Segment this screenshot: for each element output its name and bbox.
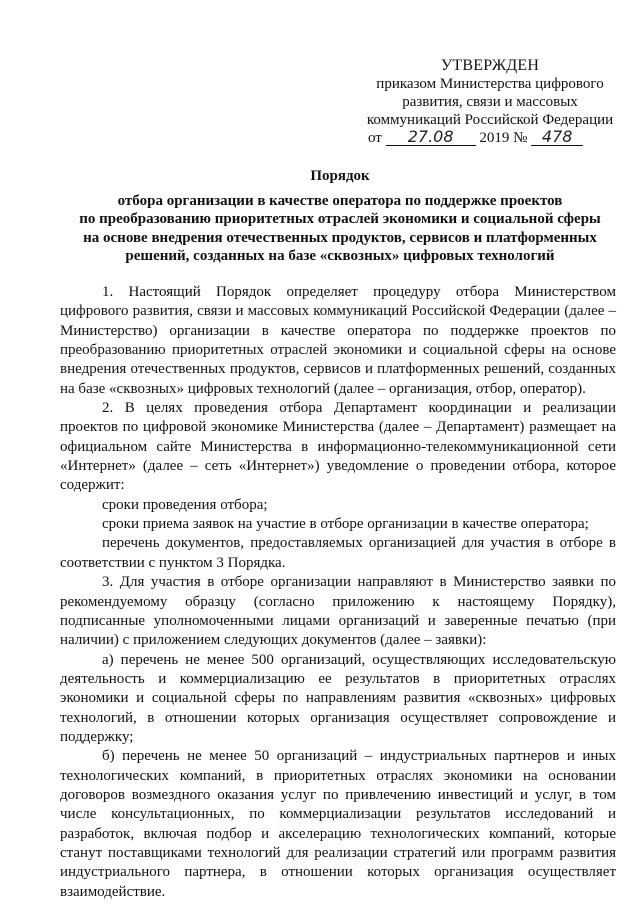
- title-heading: Порядок: [310, 168, 370, 184]
- paragraph: 2. В целях проведения отбора Департамент координации и реализации проектов по цифровой экономике Министерства (далее – Департамент) размещает на официальном сайте Министерства в информационно-телекоммуникационной сети «Интернет» (далее – сеть «Интернет») уведомление о проведении отбора, которое содержит:: [60, 400, 616, 494]
- title-line: по преобразованию приоритетных отраслей экономики и социальной сферы: [79, 211, 601, 227]
- approval-line: коммуникаций Российской Федерации: [366, 112, 614, 128]
- title-line: отбора организации в качестве оператора по поддержке проектов: [117, 192, 563, 209]
- document-title: [60, 167, 620, 266]
- approval-block: [360, 57, 620, 147]
- approval-heading: УТВЕРЖДЕН: [440, 57, 540, 74]
- paragraph: б) перечень не менее 50 организаций – индустриальных партнеров и иных технологических компаний, в приоритетных отраслях экономики на основании договоров возмездного оказания услуг по привлечению инвестиций и услуг, в том числе консультационных, по коммерциализации результатов исследований и разработок, включая подбор и акселерацию технологических компаний, которые станут поставщиками технологий для реализации стратегий или программ развития индустриального партнера, в отношении которых организация осуществляет взаимодействие.: [60, 748, 616, 900]
- title-line: решений, созданных на базе «сквозных» цифровых технологий: [125, 248, 555, 264]
- paragraph: 1. Настоящий Порядок определяет процедуру отбора Министерством цифрового развития, связи и массовых коммуникаций Российской Федерации (далее – Министерство) организации в качестве оператора по поддержке проектов по преобразованию приоритетных отраслей экономики и социальной сферы на основе внедрения отечественных продуктов, сервисов и платформенных решений, созданных на базе «сквозных» цифровых технологий (далее – организация, отбор, оператор).: [60, 284, 616, 397]
- paragraph: перечень документов, предоставляемых организацией для участия в отборе в соответствии с пунктом 3 Порядка.: [60, 535, 616, 571]
- approval-date-line: [360, 129, 620, 147]
- approval-line: развития, связи и массовых: [402, 94, 578, 110]
- handwritten-number: 478: [531, 129, 583, 146]
- paragraph: сроки проведения отбора;: [102, 496, 268, 513]
- year-text: 2019 №: [479, 130, 528, 146]
- paragraph: а) перечень не менее 500 организаций, осуществляющих исследовательскую деятельность и коммерциализацию ее результатов в приоритетных отраслях экономики и социальной сферы по направлениям развития «сквозных» цифровых технологий, в отношении которых организация осуществляет сопровождение и поддержку;: [60, 651, 616, 745]
- approval-line: приказом Министерства цифрового: [376, 76, 604, 92]
- handwritten-date: 27.08: [386, 129, 476, 146]
- title-line: на основе внедрения отечественных продуктов, сервисов и платформенных: [83, 229, 597, 246]
- date-prefix: от: [368, 130, 382, 146]
- document-body: [60, 283, 616, 902]
- paragraph: 3. Для участия в отборе организации направляют в Министерство заявки по рекомендуемому образцу (согласно приложению к настоящему Порядку), подписанные уполномоченными лицами организаций и заверенные печатью (при наличии) с приложением следующих документов (далее – заявки):: [60, 574, 616, 649]
- paragraph: сроки приема заявок на участие в отборе организации в качестве оператора;: [102, 516, 589, 533]
